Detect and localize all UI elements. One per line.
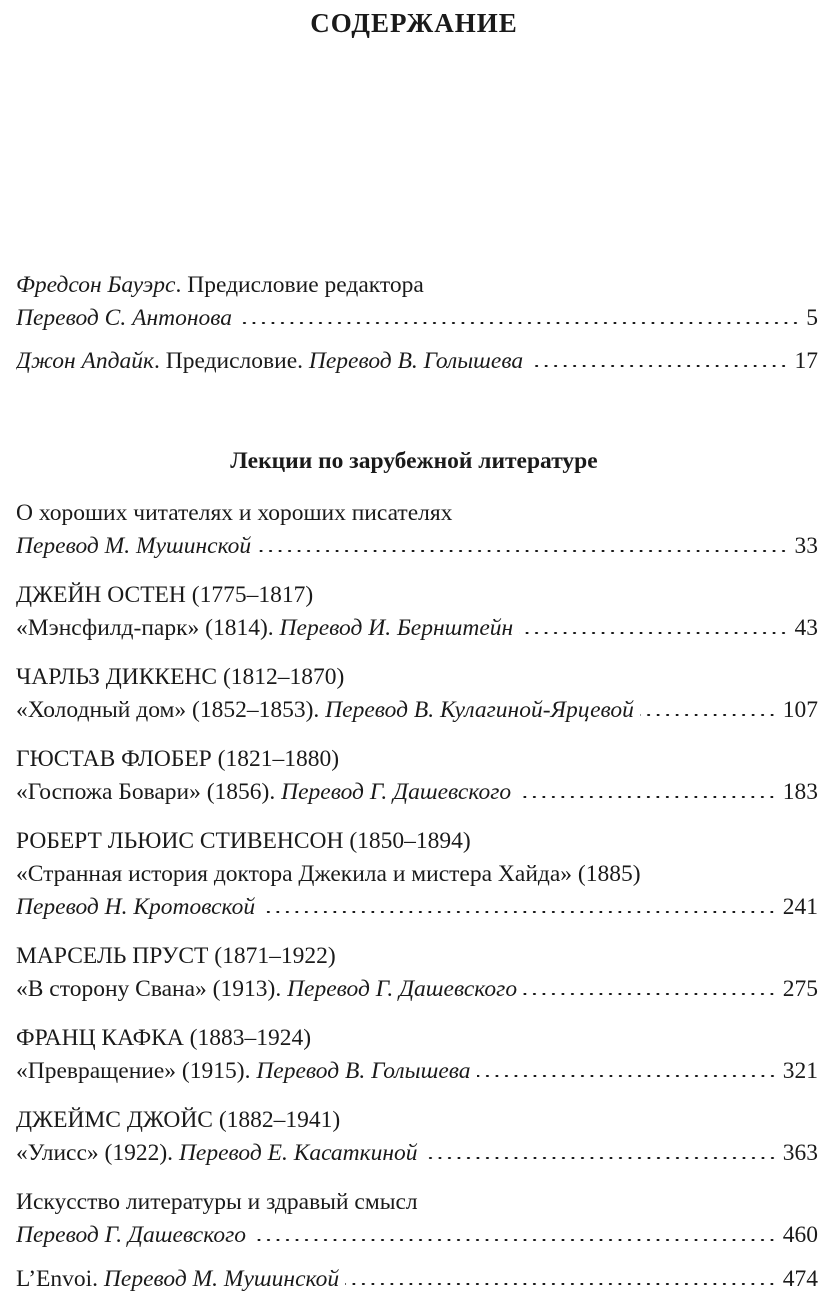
section-title: Лекции по зарубежной литературе [230, 448, 598, 474]
toc-entry[interactable] [16, 1136, 818, 1170]
dot-leader [345, 1283, 777, 1285]
entry-text: L’Envoi. [16, 1266, 104, 1292]
toc-entry[interactable] [16, 693, 818, 727]
toc-entry[interactable] [16, 344, 818, 378]
toc-entry[interactable] [16, 972, 818, 1006]
dot-leader [424, 1157, 777, 1159]
dot-leader [252, 1239, 777, 1241]
entry-text: . Предисловие. [154, 348, 309, 374]
dot-leader [529, 365, 788, 367]
page-title: СОДЕРЖАНИЕ [310, 8, 518, 38]
translator: Перевод Г. Дашевского [281, 779, 512, 805]
entry-heading: ЧАРЛЬЗ ДИККЕНС (1812–1870) [16, 664, 345, 690]
entry-heading: ФРАНЦ КАФКА (1883–1924) [16, 1025, 312, 1051]
dot-leader [238, 322, 800, 324]
entry-text: «Мэнсфилд-парк» (1814). [16, 615, 280, 641]
toc-entry[interactable] [16, 1054, 818, 1088]
entry-text: «Улисс» (1922). [16, 1140, 179, 1166]
toc-entry[interactable] [16, 611, 818, 645]
author-name: Фредсон Бауэрс [16, 272, 176, 298]
entry-heading: ДЖЕЙН ОСТЕН (1775–1817) [16, 582, 314, 608]
dot-leader [261, 911, 777, 913]
author-name: Джон Апдайк [16, 348, 154, 374]
entry-heading: ДЖЕЙМС ДЖОЙС (1882–1941) [16, 1107, 341, 1133]
translator: Перевод Г. Дашевского [287, 976, 518, 1002]
entry-text: «Превращение» (1915). [16, 1058, 257, 1084]
page-number: 474 [782, 1266, 818, 1292]
page-number: 43 [794, 615, 818, 641]
translator: Перевод Н. Кротовской [16, 894, 256, 920]
translator: Перевод В. Голышева [308, 348, 524, 374]
page-number: 107 [782, 697, 818, 723]
translator: Перевод В. Голышева [256, 1058, 471, 1084]
toc-entry[interactable] [16, 301, 818, 335]
page-number: 183 [782, 779, 818, 805]
entry-heading: О хороших читателях и хороших писателях [16, 500, 453, 526]
toc-entry[interactable] [16, 775, 818, 809]
page-number: 321 [782, 1058, 818, 1084]
entry-text: «Госпожа Бовари» (1856). [16, 779, 282, 805]
toc-entry[interactable] [16, 529, 818, 563]
toc-entry[interactable] [16, 1218, 818, 1252]
entry-heading: РОБЕРТ ЛЬЮИС СТИВЕНСОН (1850–1894) [16, 828, 471, 854]
page-number: 5 [806, 305, 818, 331]
translator: Перевод И. Бернштейн [279, 615, 514, 641]
entry-subheading: «Странная история доктора Джекила и мистера Хайда» (1885) [16, 861, 641, 887]
page-number: 33 [794, 533, 818, 559]
entry-text: «Холодный дом» (1852–1853). [16, 697, 326, 723]
dot-leader [257, 550, 788, 552]
translator: Перевод Е. Касаткиной [178, 1140, 418, 1166]
entry-heading: МАРСЕЛЬ ПРУСТ (1871–1922) [16, 943, 336, 969]
page-number: 460 [782, 1222, 818, 1248]
dot-leader [640, 714, 777, 716]
toc-entry[interactable] [16, 1262, 818, 1296]
dot-leader [519, 632, 788, 634]
translator: Перевод В. Кулагиной-Ярцевой [325, 697, 634, 723]
page-number: 363 [782, 1140, 818, 1166]
page-number: 275 [782, 976, 818, 1002]
dot-leader [523, 993, 777, 995]
toc-line [16, 268, 818, 302]
translator: Перевод С. Антонова [16, 305, 233, 331]
entry-heading: ГЮСТАВ ФЛОБЕР (1821–1880) [16, 746, 340, 772]
dot-leader [517, 796, 777, 798]
translator: Перевод М. Мушинской [103, 1266, 340, 1292]
translator: Перевод Г. Дашевского [16, 1222, 246, 1248]
entry-text: . Предисловие редактора [175, 272, 424, 298]
translator: Перевод М. Мушинской [16, 533, 252, 559]
toc-entry[interactable] [16, 890, 818, 924]
entry-heading: Искусство литературы и здравый смысл [16, 1189, 418, 1215]
page-number: 17 [794, 348, 818, 374]
page-number: 241 [782, 894, 818, 920]
dot-leader [477, 1075, 777, 1077]
entry-text: «В сторону Свана» (1913). [16, 976, 288, 1002]
